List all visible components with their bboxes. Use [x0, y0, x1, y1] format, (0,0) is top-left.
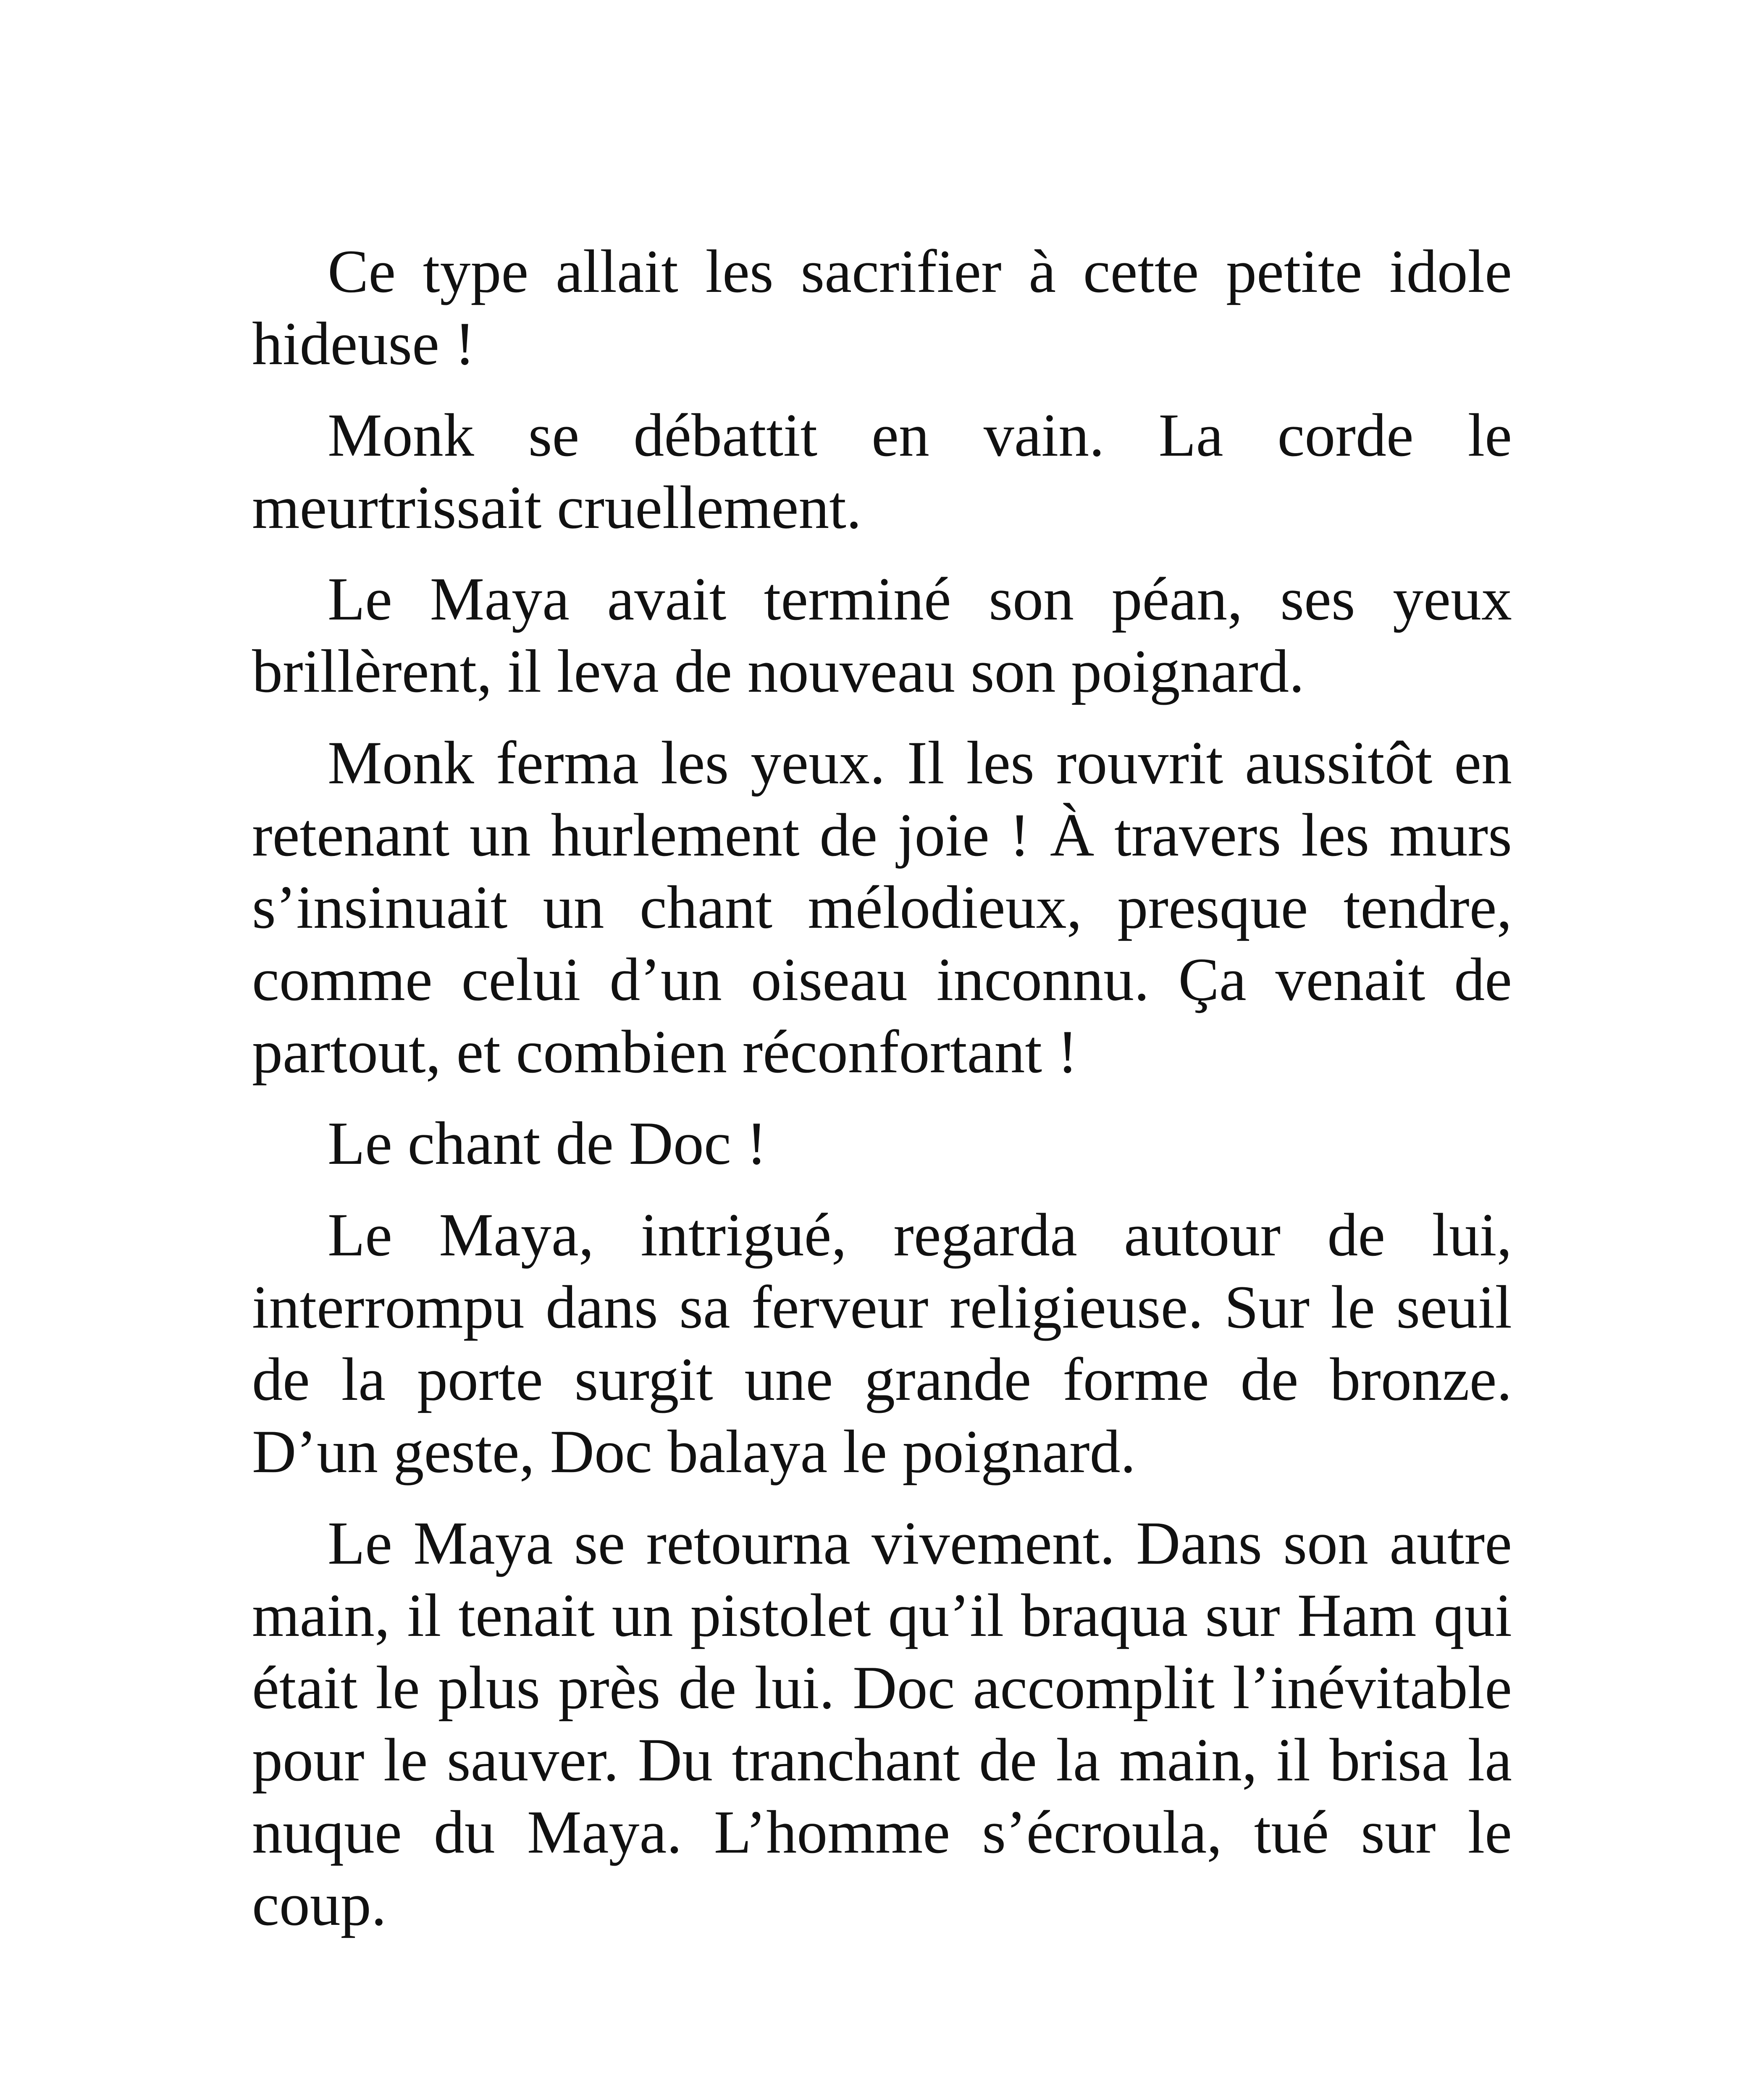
- paragraph: Ce type allait les sacrifier à cette petite idole hideuse !: [252, 237, 1512, 378]
- paragraph: Monk ferma les yeux. Il les rouvrit aussitôt en retenant un hurlement de joie ! À travers les murs s’insinuait un chant mélodieux, presque tendre, comme celui d’un oiseau inconnu. Ça venait de partout, et combien réconfortant !: [252, 729, 1512, 1086]
- paragraph: Le Maya avait terminé son péan, ses yeux brillèrent, il leva de nouveau son poignard.: [252, 565, 1512, 705]
- paragraph: Monk se débattit en vain. La corde le meurtrissait cruellement.: [252, 401, 1512, 541]
- paragraph: Le Maya se retourna vivement. Dans son autre main, il tenait un pistolet qu’il braqua sur Ham qui était le plus près de lui. Doc accomplit l’inévitable pour le sauver. Du tranchant de la main, il brisa la nuque du Maya. L’homme s’écroula, tué sur le coup.: [252, 1509, 1512, 1938]
- page-body: [252, 235, 1512, 1960]
- paragraph: Le Maya, intrigué, regarda autour de lui, interrompu dans sa ferveur religieuse. Sur le seuil de la porte surgit une grande forme de bronze. D’un geste, Doc balaya le poignard.: [252, 1201, 1512, 1486]
- paragraph: Le chant de Doc !: [328, 1109, 767, 1177]
